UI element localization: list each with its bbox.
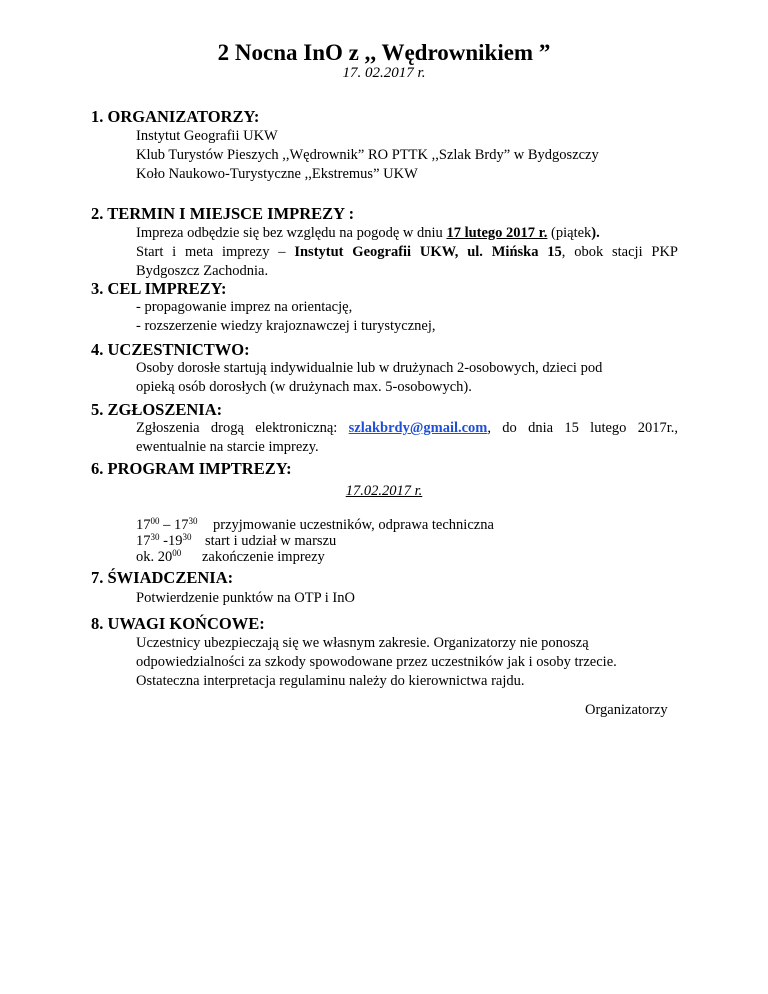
section-heading-final-notes: 8. UWAGI KOŃCOWE: [91, 614, 265, 633]
organizer-item: Koło Naukowo-Turystyczne ,,Ekstremus” UKW [136, 166, 418, 182]
section-heading-benefits: 7. ŚWIADCZENIA: [91, 568, 234, 587]
final-notes-line: Ostateczna interpretacja regulaminu należy do kierownictwa rajdu. [136, 673, 525, 689]
place-text: Start i meta imprezy – [136, 244, 295, 260]
document-date: 17. 02.2017 r. [342, 65, 426, 81]
weekday-close: ). [591, 225, 600, 241]
schedule-time: ok. $20^{00}$ [136, 548, 182, 565]
benefits-text [136, 589, 678, 608]
participation-line: Osoby dorosłe startują indywidualnie lub w drużynach 2-osobowych, dzieci pod [136, 360, 603, 376]
participation-line: opieką osób dorosłych (w drużynach max. 5-osobowych). [136, 379, 472, 395]
benefits-line: Potwierdzenie punktów na OTP i InO [136, 590, 355, 606]
term-text: Impreza odbędzie się bez względu na pogodę w dniu [136, 225, 447, 241]
goal-item: - rozszerzenie wiedzy krajoznawczej i turystycznej, [136, 318, 436, 334]
program-date: 17.02.2017 r. [345, 483, 423, 499]
goal-list [136, 298, 678, 336]
section-heading-program: 6. PROGRAM IMPTREZY: [91, 459, 292, 478]
schedule-row [136, 549, 494, 565]
schedule-row [136, 533, 494, 549]
goal-item: - propagowanie imprez na orientację, [136, 299, 353, 315]
section-heading-goal: 3. CEL IMPREZY: [91, 279, 227, 298]
term-place-text [136, 224, 678, 281]
registration-text-a: Zgłoszenia drogą elektroniczną: [136, 420, 349, 436]
event-date-highlight: 17 lutego 2017 r. [446, 225, 548, 241]
weekday-text: (piątek [547, 225, 592, 241]
section-heading-term-place: 2. TERMIN I MIEJSCE IMPREZY : [91, 204, 355, 223]
final-notes-line: Uczestnicy ubezpieczają się we własnym zakresie. Organizatorzy nie ponoszą [136, 635, 589, 651]
place-line-2: Bydgoszcz Zachodnia. [136, 263, 269, 279]
section-heading-participation: 4. UCZESTNICTWO: [91, 340, 250, 359]
final-notes-text [136, 634, 678, 691]
section-heading-registration: 5. ZGŁOSZENIA: [91, 400, 223, 419]
program-schedule [136, 517, 494, 565]
schedule-desc: zakończenie imprezy [202, 549, 325, 565]
participation-text [136, 359, 678, 397]
email-link[interactable]: szlakbrdy@gmail.com [348, 420, 488, 436]
organizers-list [136, 127, 678, 184]
section-heading-organizers: 1. ORGANIZATORZY: [91, 107, 260, 126]
place-text-rest: , obok stacji PKP [561, 244, 679, 260]
organizer-item: Instytut Geografii UKW [136, 128, 278, 144]
final-notes-line: odpowiedzialności za szkody spowodowane przez uczestników jak i osoby trzecie. [136, 654, 617, 670]
event-place-highlight: Instytut Geografii UKW, ul. Mińska 15 [294, 244, 562, 260]
schedule-time: $17^{30}$ $-19^{30}$ [136, 532, 192, 549]
term-line [136, 224, 678, 243]
registration-text [136, 419, 678, 457]
signature: Organizatorzy [585, 702, 668, 718]
schedule-desc: start i udział w marszu [205, 533, 337, 549]
place-line [136, 243, 678, 262]
registration-line [136, 419, 678, 438]
schedule-desc: przyjmowanie uczestników, odprawa techniczna [213, 517, 494, 533]
registration-line-2: ewentualnie na starcie imprezy. [136, 439, 319, 455]
schedule-row [136, 517, 494, 533]
organizer-item: Klub Turystów Pieszych ,,Wędrownik” RO PTTK ,,Szlak Brdy” w Bydgoszczy [136, 147, 599, 163]
registration-text-b: , do dnia 15 lutego 2017r., [487, 420, 678, 436]
document-title: 2 Nocna InO z ,, Wędrownikiem ” [217, 40, 551, 65]
schedule-time: $17^{00} - 17^{30}$ [136, 516, 198, 533]
